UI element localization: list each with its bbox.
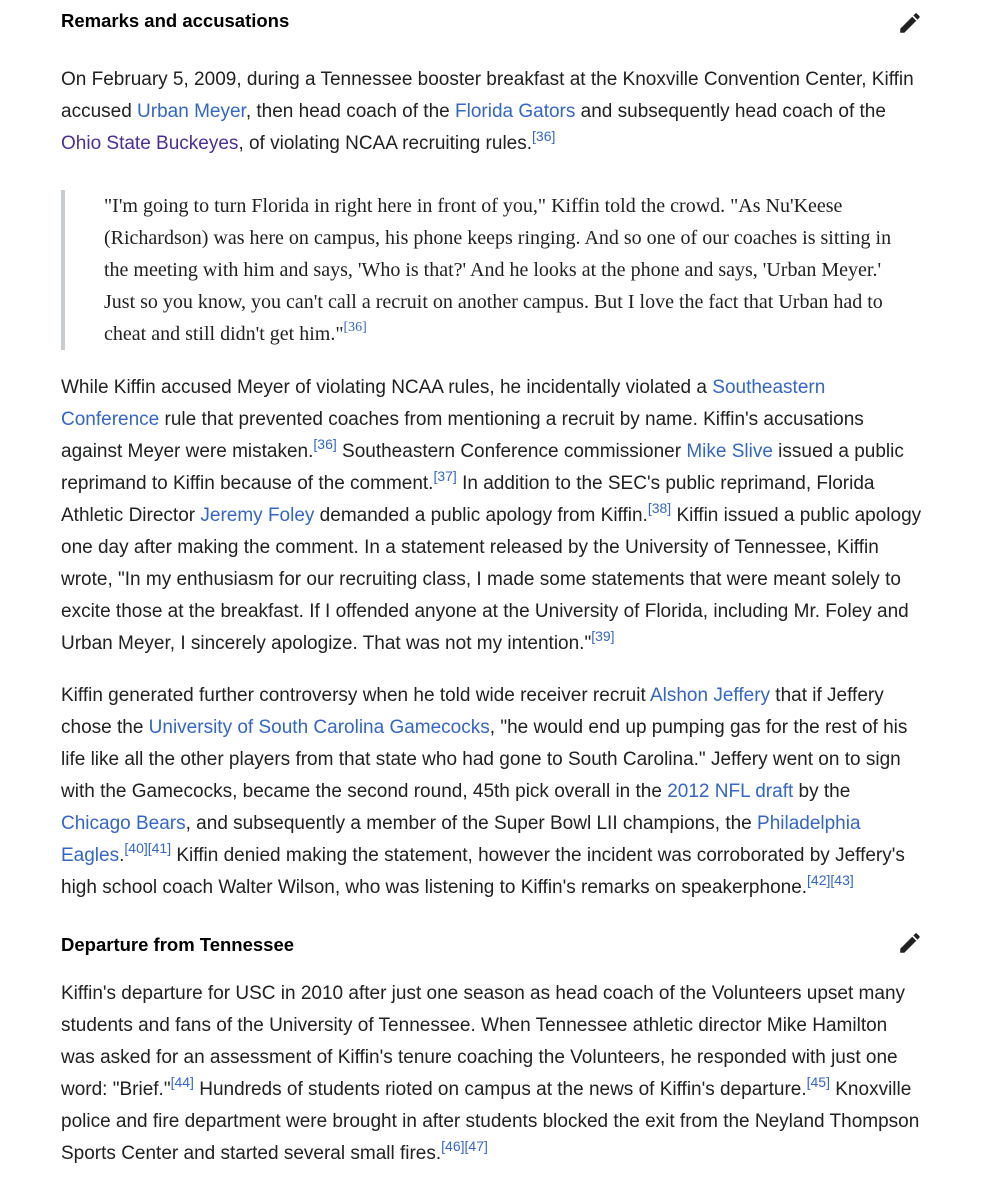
citation-42[interactable]: [42] bbox=[807, 871, 831, 888]
citation-36[interactable]: [36] bbox=[532, 127, 556, 144]
link-mike-slive[interactable]: Mike Slive bbox=[686, 441, 773, 462]
blockquote-kiffin-remarks bbox=[61, 190, 923, 350]
link-2012-nfl-draft[interactable]: 2012 NFL draft bbox=[667, 781, 794, 802]
section-title-departure: Departure from Tennessee bbox=[61, 934, 295, 955]
text-span: , of violating NCAA recruiting rules. bbox=[238, 133, 533, 154]
citation-47[interactable]: [47] bbox=[464, 1137, 488, 1154]
link-florida-gators[interactable]: Florida Gators bbox=[455, 101, 576, 122]
article-content bbox=[61, 0, 923, 1170]
text-span: demanded a public apology from Kiffin. bbox=[314, 505, 648, 526]
citation-36[interactable]: [36] bbox=[313, 435, 337, 452]
edit-section-button[interactable] bbox=[897, 10, 923, 36]
link-urban-meyer[interactable]: Urban Meyer bbox=[137, 101, 246, 122]
text-span: rule that prevented coaches from mentioning a recruit by name. Kiffin's accusations against Meyer were mistaken. bbox=[61, 409, 864, 462]
citation-38[interactable]: [38] bbox=[647, 499, 672, 516]
text-span: On February 5, 2009, during a Tennessee booster breakfast at the Knoxville Convention Center, Kiffin accused bbox=[61, 69, 914, 122]
text-span: . bbox=[119, 845, 125, 866]
paragraph-accusation bbox=[61, 64, 923, 160]
link-chicago-bears[interactable]: Chicago Bears bbox=[61, 813, 186, 834]
link-ohio-state-buckeyes[interactable]: Ohio State Buckeyes bbox=[61, 133, 239, 154]
text-span: Southeastern Conference commissioner bbox=[336, 441, 687, 462]
text-span: Kiffin issued a public apology one day after making the comment. In a statement released by the University of Tennessee, Kiffin wrote, "In my enthusiasm for our recruiting class, I made some statements that were meant solely to excite those at the breakfast. If I offended anyone at the University of Florida, including Mr. Foley and Urban Meyer, I sincerely apologize. That was not my intention." bbox=[61, 505, 922, 654]
citation-41[interactable]: [41] bbox=[147, 839, 172, 856]
quote-text: "I'm going to turn Florida in right here in front of you," Kiffin told the crowd. "As Nu'Keese (Richardson) was here on campus, his phone keeps ringing. And so one of our coaches is sitting in the meeting with him and says, 'Who is that?' And he looks at the phone and says, 'Urban Meyer.' Just so you know, you can't call a recruit on another campus. But I love the fact that Urban had to cheat and still didn't get him." bbox=[104, 195, 892, 345]
link-southeastern-conference[interactable]: Southeastern Conference bbox=[61, 377, 826, 430]
text-span: , and subsequently a member of the Super Bowl LII champions, the bbox=[185, 813, 758, 834]
paragraph-departure bbox=[61, 978, 923, 1170]
section-title-remarks: Remarks and accusations bbox=[61, 10, 290, 31]
section-header-departure bbox=[61, 934, 923, 978]
text-span: Hundreds of students rioted on campus at the news of Kiffin's departure. bbox=[193, 1079, 807, 1100]
link-usc-gamecocks[interactable]: University of South Carolina Gamecocks bbox=[148, 717, 490, 738]
citation-39[interactable]: [39] bbox=[591, 627, 615, 644]
link-jeremy-foley[interactable]: Jeremy Foley bbox=[200, 505, 315, 526]
section-header-remarks bbox=[61, 10, 923, 54]
text-span: that if Jeffery chose the bbox=[61, 685, 884, 738]
link-alshon-jeffery[interactable]: Alshon Jeffery bbox=[649, 685, 771, 706]
link-philadelphia-eagles[interactable]: Philadelphia Eagles bbox=[61, 813, 861, 866]
citation-46[interactable]: [46] bbox=[441, 1137, 465, 1154]
text-span: Kiffin denied making the statement, however the incident was corroborated by Jeffery's high school coach Walter Wilson, who was listening to Kiffin's remarks on speakerphone. bbox=[61, 845, 905, 898]
citation-43[interactable]: [43] bbox=[830, 871, 854, 888]
text-span: , "he would end up pumping gas for the rest of his life like all the other players from that state who had gone to South Carolina." Jeffery went on to sign with the Gamecocks, became the second round, 45th pick overall in the bbox=[61, 717, 908, 802]
citation-44[interactable]: [44] bbox=[170, 1073, 194, 1090]
text-span: by the bbox=[793, 781, 851, 802]
pencil-icon bbox=[897, 930, 923, 956]
text-span: Kiffin's departure for USC in 2010 after just one season as head coach of the Volunteers upset many students and fans of the University of Tennessee. When Tennessee athletic director Mike Hamilton was asked for an assessment of Kiffin's tenure coaching the Volunteers, he responded with just one word: "Brief." bbox=[61, 983, 906, 1100]
text-span: issued a public reprimand to Kiffin because of the comment. bbox=[61, 441, 904, 494]
text-span: Knoxville police and fire department were brought in after students blocked the exit from the Neyland Thompson Sports Center and started several small fires. bbox=[61, 1079, 920, 1164]
text-span: While Kiffin accused Meyer of violating NCAA rules, he incidentally violated a bbox=[61, 377, 713, 398]
paragraph-violation bbox=[61, 372, 923, 660]
edit-section-button[interactable] bbox=[897, 930, 923, 956]
citation-45[interactable]: [45] bbox=[806, 1073, 830, 1090]
citation-37[interactable]: [37] bbox=[433, 467, 457, 484]
text-span: In addition to the SEC's public reprimand, Florida Athletic Director bbox=[61, 473, 875, 526]
pencil-icon bbox=[897, 10, 923, 36]
text-span: , then head coach of the bbox=[245, 101, 455, 122]
citation-36[interactable]: [36] bbox=[343, 320, 367, 336]
text-span: and subsequently head coach of the bbox=[575, 101, 886, 122]
text-span: Kiffin generated further controversy when he told wide receiver recruit bbox=[61, 685, 650, 706]
citation-40[interactable]: [40] bbox=[124, 839, 148, 856]
paragraph-jeffery bbox=[61, 680, 923, 904]
